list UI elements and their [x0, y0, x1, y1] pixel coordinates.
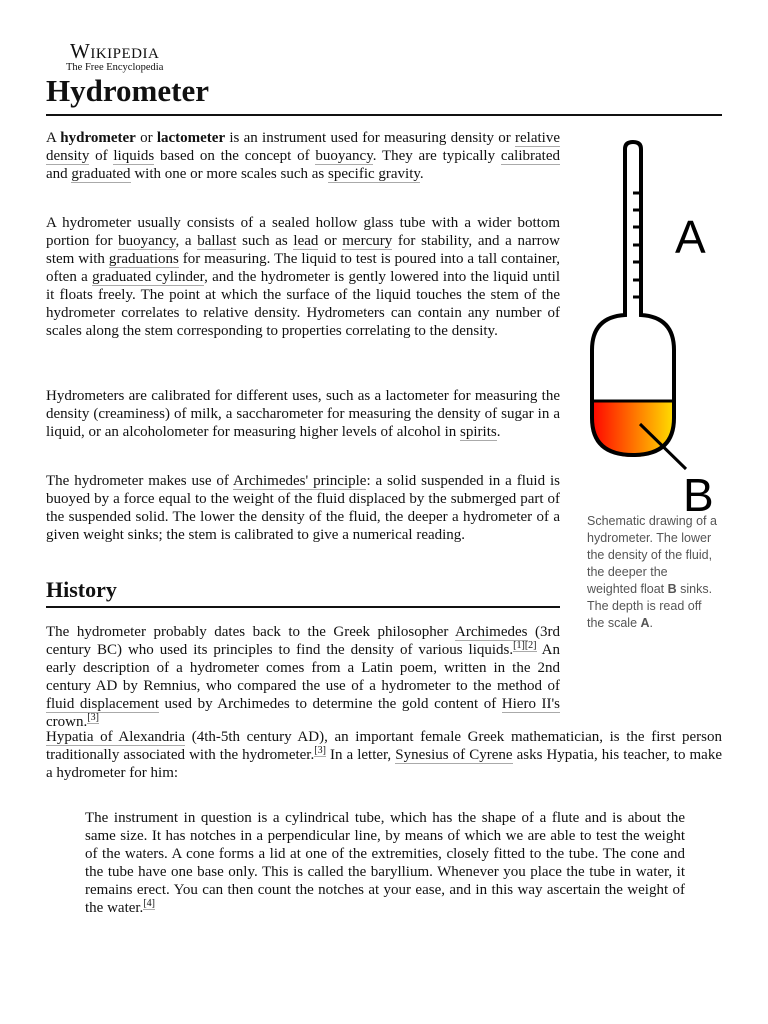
hydrometer-diagram: [570, 135, 730, 515]
bold-term: A: [640, 616, 650, 630]
title-divider: [46, 114, 722, 116]
wiki-link[interactable]: specific gravity: [328, 166, 420, 182]
text: The hydrometer makes use of: [46, 473, 234, 489]
wiki-link[interactable]: fluid displacement: [46, 696, 160, 712]
text: An early description of a hydrometer comes from a Latin poem, written in the 2nd century AD by Remnius, who compared the use of a hydrometer to the method of: [46, 642, 560, 694]
text: is an instrument used for measuring density or: [225, 130, 516, 146]
text: and: [46, 166, 72, 182]
wiki-link[interactable]: Archimedes' principle: [233, 473, 367, 489]
figure-caption: [587, 513, 717, 632]
text: , and the hydrometer is gently lowered into the liquid until it floats freely. The point at which the surface of the liquid touches the stem of the hydrometer correlates to relative density. Hydrometers can contain any number of scales along the stem corresponding to properties correlating to the density.: [46, 269, 560, 339]
history-heading: History: [46, 577, 117, 602]
intro-paragraph-2: [46, 214, 560, 340]
text: such as: [236, 233, 294, 249]
intro-paragraph-1: [46, 129, 560, 183]
label-b: B: [683, 469, 714, 515]
wiki-link[interactable]: calibrated: [500, 148, 560, 164]
wiki-link[interactable]: Hiero II's: [501, 696, 561, 712]
bold-term: hydrometer: [60, 130, 136, 146]
wiki-link[interactable]: graduated: [71, 166, 131, 182]
text: crown.: [46, 714, 88, 730]
wiki-link[interactable]: buoyancy: [118, 233, 176, 249]
wiki-link[interactable]: graduated cylinder: [92, 269, 205, 285]
page-title: Hydrometer: [46, 73, 209, 108]
wiki-link[interactable]: mercury: [342, 233, 393, 249]
citation-link[interactable]: [4]: [143, 898, 155, 909]
text: based on the concept of: [154, 148, 316, 164]
text: (3rd century BC) who used its principles to find the density of various liquids.: [46, 624, 560, 658]
wiki-link[interactable]: buoyancy: [315, 148, 373, 164]
text: Hydrometers are calibrated for different uses, such as a lactometer for measuring the density (creaminess) of milk, a saccharometer for measuring the density of sugar in a liquid, or an alcoholometer for measuring higher levels of alcohol in: [46, 388, 560, 440]
bold-term: lactometer: [156, 130, 226, 146]
citation-link[interactable]: [1]: [513, 640, 525, 651]
citation-link[interactable]: [3]: [314, 745, 326, 756]
wiki-link[interactable]: liquids: [113, 148, 155, 164]
text: or: [318, 233, 343, 249]
text: .: [649, 616, 654, 630]
text: A: [46, 130, 61, 146]
text: for measuring. The liquid to test is poured into a tall container, often a: [46, 251, 560, 285]
text: The hydrometer probably dates back to the Greek philosopher: [46, 624, 456, 640]
wiki-link[interactable]: Synesius of Cyrene: [395, 747, 513, 763]
history-paragraph-1a: [46, 623, 560, 731]
wikipedia-logo[interactable]: [66, 40, 163, 74]
wiki-link[interactable]: graduations: [108, 251, 179, 267]
label-a: A: [675, 211, 706, 263]
wiki-link[interactable]: Hypatia of Alexandria: [46, 729, 186, 745]
text: A hydrometer usually consists of a sealed hollow glass tube with a wider bottom portion for: [46, 215, 560, 249]
wiki-link[interactable]: ballast: [197, 233, 237, 249]
text: In a letter,: [325, 747, 396, 763]
text: asks Hypatia, his teacher, to make a hydrometer for him:: [46, 747, 723, 781]
text: of: [89, 148, 114, 164]
text: , a: [175, 233, 198, 249]
text: sinks. The depth is read off the scale: [587, 582, 713, 630]
text: (4th-5th century AD), an important female Greek mathematician, is the first person traditionally associated with the hydrometer.: [46, 729, 722, 763]
blockquote: [85, 809, 685, 917]
text: with one or more scales such as: [130, 166, 329, 182]
citation-link[interactable]: [3]: [87, 712, 99, 723]
scale-ticks: [633, 193, 641, 297]
citation-link[interactable]: [2]: [524, 640, 537, 651]
bold-term: B: [667, 582, 677, 596]
text: : a solid suspended in a fluid is buoyed by a force equal to the weight of the fluid displaced by the submerged part of the suspended solid. The lower the density of the fluid, the deeper a hydrometer of a given weight sinks; the stem is calibrated to give a numerical reading.: [46, 473, 560, 543]
text: .: [496, 424, 501, 440]
wiki-link[interactable]: Archimedes: [455, 624, 528, 640]
history-divider: [46, 606, 560, 608]
text: used by Archimedes to determine the gold content of: [159, 696, 502, 712]
text: The instrument in question is a cylindrical tube, which has the shape of a flute and is about the same size. It has notches in a perpendicular line, by means of which we are able to test the weight of the waters. A cone forms a lid at one of the extremities, closely fitted to the tube. The cone and the tube have one base only. This is called the baryllium. Whenever you place the tube in water, it remains erect. You can then count the notches at your ease, and in this way ascertain the weight of the water.: [85, 810, 685, 916]
wiki-link[interactable]: spirits: [460, 424, 497, 440]
text: .: [419, 166, 424, 182]
text: . They are typically: [372, 148, 501, 164]
wiki-link[interactable]: relative density: [46, 130, 560, 164]
intro-paragraph-3: [46, 387, 560, 441]
text: for stability, and a narrow stem with: [46, 233, 560, 267]
logo-tagline: The Free Encyclopedia: [66, 62, 164, 73]
logo-wordmark: Wikipedia: [70, 39, 160, 63]
wiki-link[interactable]: lead: [293, 233, 319, 249]
text: Schematic drawing of a hydrometer. The lower the density of the fluid, the deeper the weighted float: [587, 514, 717, 596]
hydrometer-figure: [570, 135, 730, 520]
text: or: [135, 130, 157, 146]
history-paragraph-2: [46, 728, 722, 782]
intro-paragraph-4: [46, 472, 560, 544]
